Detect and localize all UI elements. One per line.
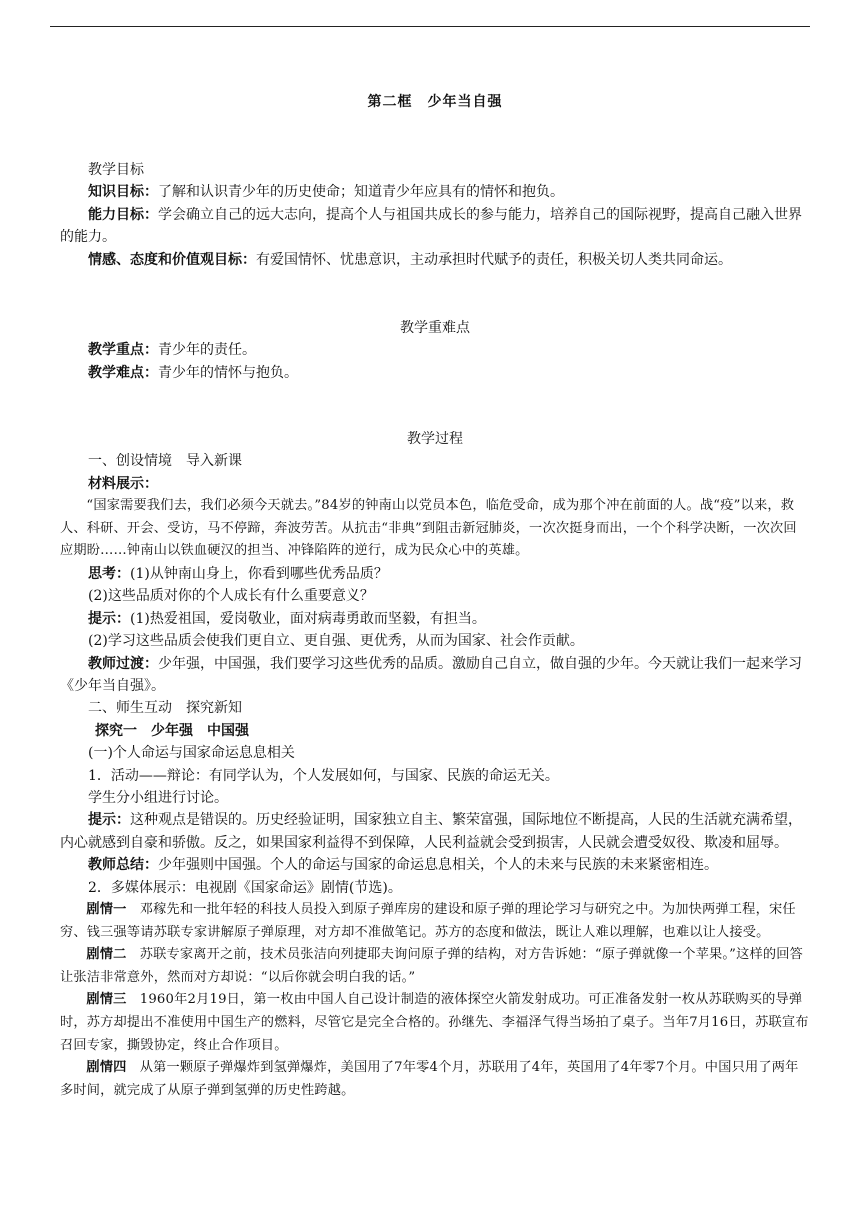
plot4-label: 剧情四 [86, 1060, 127, 1076]
plot4 [60, 1057, 810, 1102]
think-label: 思考： [88, 566, 130, 582]
summary-text: 少年强则中国强。个人的命运与国家的命运息息相关，个人的未来与民族的未来紧密相连。 [158, 857, 718, 874]
transition-label: 教师过渡： [88, 655, 158, 672]
ability-goal [60, 204, 810, 249]
process-heading: 教学过程 [407, 431, 463, 447]
difficulty-text: 青少年的情怀与抱负。 [158, 364, 298, 381]
process-section [60, 428, 810, 1102]
material-text: “国家需要我们去，我们必须今天就去。”84岁的钟南山以党员本色，临危受命，成为那个冲在前面的人。战“疫”以来，救人、科研、开会、受访，马不停蹄，奔波劳苦。从抗击“非典”到阻击新冠肺炎，一次次挺身而出，一个个科学决断，一次次回应期盼……钟南山以铁血硬汉的担当、冲锋陷阵的逆行，成为民众心中的英雄。 [60, 498, 797, 559]
think1-text: (1)从钟南山身上，你看到哪些优秀品质？ [130, 566, 388, 582]
activity1: 1．活动——辩论：有同学认为，个人发展如何，与国家、民族的命运无关。 [88, 767, 559, 784]
think-q1 [60, 563, 810, 585]
group-discussion: 学生分小组进行讨论。 [88, 790, 228, 807]
hint3-label: 提示： [88, 812, 130, 829]
material-label: 材料展示： [88, 475, 158, 492]
plot1 [60, 899, 810, 944]
emotion-goal [60, 249, 810, 271]
plot4-text: 从第一颗原子弹爆炸到氢弹爆炸，美国用了7年零4个月，苏联用了4年，英国用了4年零7个月。中国只用了两年多时间，就完成了从原子弹到氢弹的历史性跨越。 [60, 1060, 799, 1098]
hint-label: 提示： [88, 610, 130, 627]
ability-label: 能力目标： [88, 206, 158, 223]
key-focus [60, 339, 810, 361]
plot2-label: 剧情二 [86, 947, 127, 963]
sub1-heading: (一)个人命运与国家命运息息相关 [88, 745, 295, 762]
plot3 [60, 989, 810, 1057]
key-section [60, 317, 810, 384]
key-heading: 教学重难点 [400, 320, 470, 336]
emotion-text: 有爱国情怀、忧患意识，主动承担时代赋予的责任，积极关切人类共同命运。 [256, 251, 732, 268]
key-difficulty [60, 362, 810, 384]
goals-section [60, 159, 810, 271]
plot2 [60, 944, 810, 989]
difficulty-label: 教学难点： [88, 364, 158, 381]
knowledge-label: 知识目标： [88, 184, 158, 201]
page-title: 第二框 少年当自强 [367, 94, 503, 110]
teacher-summary [60, 854, 810, 876]
explore1-heading: 探究一 少年强 中国强 [95, 722, 249, 739]
hint1-text: (1)热爱祖国，爱岗敬业，面对病毒勇敢而坚毅，有担当。 [130, 610, 486, 627]
goals-heading: 教学目标 [88, 162, 144, 178]
ability-text: 学会确立自己的远大志向，提高个人与祖国共成长的参与能力，培养自己的国际视野，提高自己融入世界的能力。 [60, 206, 802, 246]
plot3-label: 剧情三 [86, 992, 127, 1008]
transition-text: 少年强，中国强，我们要学习这些优秀的品质。激励自己自立，做自强的少年。今天就让我们一起来学习《少年当自强》。 [60, 655, 802, 695]
knowledge-text: 了解和认识青少年的历史使命；知道青少年应具有的情怀和抱负。 [158, 184, 564, 201]
knowledge-goal [60, 181, 810, 203]
plot1-text: 邓稼先和一批年轻的科技人员投入到原子弹库房的建设和原子弹的理论学习与研究之中。为加快两弹工程，宋任穷、钱三强等请苏联专家讲解原子弹原理，对方却不准做笔记。苏方的态度和做法，既让人难以理解，也难以让人接受。 [60, 902, 796, 940]
hint-a1 [60, 608, 810, 630]
header-rule [50, 26, 810, 27]
teacher-transition [60, 653, 810, 698]
hint-a2: (2)学习这些品质会使我们更自立、更自强、更优秀，从而为国家、社会作贡献。 [88, 633, 584, 650]
think-q2: (2)这些品质对你的个人成长有什么重要意义？ [88, 588, 374, 605]
plot1-label: 剧情一 [86, 902, 127, 918]
focus-label: 教学重点： [88, 342, 158, 359]
part2-heading: 二、师生互动 探究新知 [88, 700, 242, 717]
part1-heading: 一、创设情境 导入新课 [88, 453, 242, 470]
hint3-text: 这种观点是错误的。历史经验证明，国家独立自主、繁荣富强，国际地位不断提高，人民的生活就充满希望，内心就感到自豪和骄傲。反之，如果国家利益得不到保障，人民利益就会受到损害，人民就会遭受奴役、欺凌和屈辱。 [60, 812, 802, 851]
emotion-label: 情感、态度和价值观目标： [88, 251, 256, 268]
plot2-text: 苏联专家离开之前，技术员张洁向列捷耶夫询问原子弹的结构，对方告诉她：“原子弹就像一个苹果。”这样的回答让张洁非常意外，然而对方却说：“以后你就会明白我的话。” [60, 947, 804, 985]
hint3 [60, 809, 810, 854]
plot3-text: 1960年2月19日，第一枚由中国人自己设计制造的液体探空火箭发射成功。可正准备发射一枚从苏联购买的导弹时，苏方却提出不准使用中国生产的燃料，尽管它是完全合格的。孙继先、李福泽气得当场拍了桌子。当年7月16日，苏联宣布召回专家，撕毁协定，终止合作项目。 [60, 992, 809, 1053]
summary-label: 教师总结： [88, 857, 158, 874]
focus-text: 青少年的责任。 [158, 342, 256, 359]
activity2: 2．多媒体展示：电视剧《国家命运》剧情(节选)。 [88, 879, 402, 896]
